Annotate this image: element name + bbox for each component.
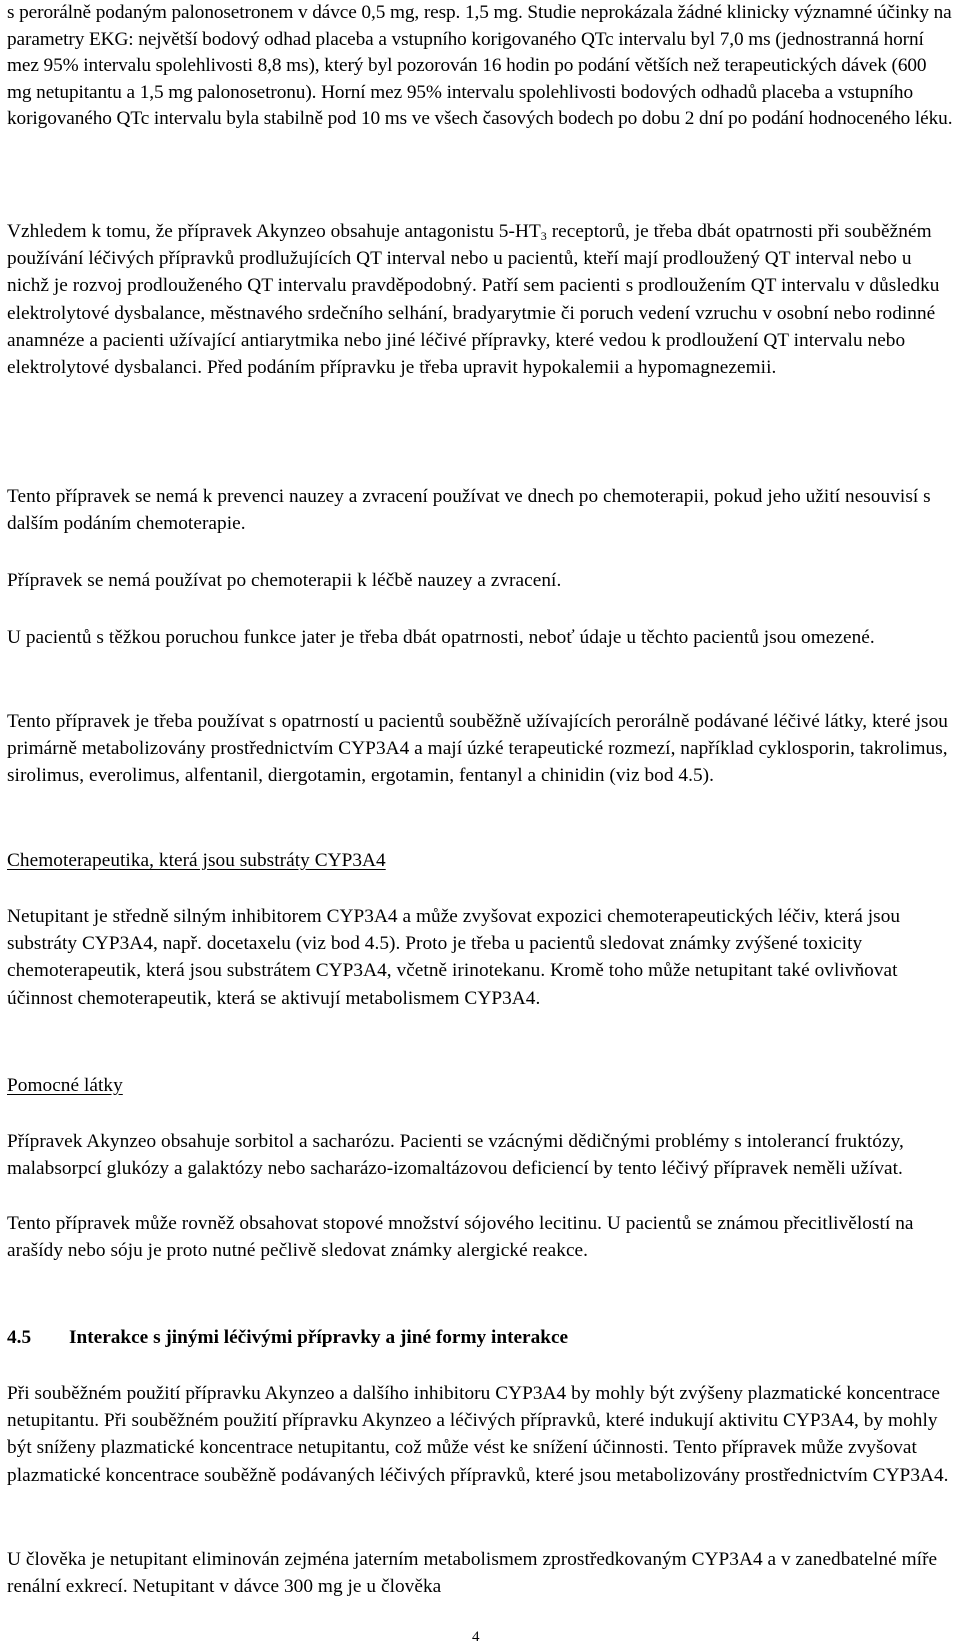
cyp3a4-caution-paragraph: Tento přípravek je třeba používat s opatrností u pacientů souběžně užívajících perorálně podávané léčivé látky, které jsou primárně metabolizovány prostřednictvím CYP3A4 a mají úzké terapeutické rozmezí, například cyklosporin, takrolimus, sirolimus, everolimus, alfentanil, diergotamin, ergotamin, fentanyl a chinidin (viz bod 4.5). <box>7 711 948 787</box>
section-number: 4.5 <box>7 1327 32 1348</box>
section-4-5-heading <box>7 1324 953 1351</box>
soy-lecithin-paragraph: Tento přípravek může rovněž obsahovat stopové množství sójového lecitinu. U pacientů se známou přecitlivělostí na arašídy nebo sóju je proto nutné pečlivě sledovat známky alergické reakce. <box>7 1213 914 1262</box>
netupitant-inhibitor-paragraph: Netupitant je středně silným inhibitorem CYP3A4 a může zvyšovat expozici chemoterapeutických léčiv, která jsou substráty CYP3A4, např. docetaxelu (viz bod 4.5). Proto je třeba u pacientů sledovat známky zvýšené toxicity chemoterapeutik, která jsou substrátem CYP3A4, včetně irinotekanu. Kromě toho může netupitant také ovlivňovat účinnost chemoterapeutik, která se aktivují metabolismem CYP3A4. <box>7 906 901 1009</box>
qt-interval-warning-paragraph <box>7 218 953 381</box>
ecg-study-paragraph: s perorálně podaným palonosetronem v dávce 0,5 mg, resp. 1,5 mg. Studie neprokázala žádné klinicky významné účinky na parametry EKG: největší bodový odhad placeba a vstupního korigovaného QTc intervalu byl 7,0 ms (jednostranná horní mez 95% intervalu spolehlivosti 8,8 ms), který byl pozorován 16 hodin po podání větších než terapeutických dávek (600 mg netupitantu a 1,5 mg palonosetronu). Horní mez 95% intervalu spolehlivosti bodových odhadů placeba a vstupního korigovaného QTc intervalu byla stabilně pod 10 ms ve všech časových bodech po dobu 2 dní po podání hodnoceného léku. <box>7 2 953 129</box>
qt-warning-text-start: Vzhledem k tomu, že přípravek Akynzeo obsahuje antagonistu 5-HT <box>7 221 541 242</box>
interaction-paragraph: Při souběžném použití přípravku Akynzeo a dalšího inhibitoru CYP3A4 by mohly být zvýšeny plazmatické koncentrace netupitantu. Při souběžném použití přípravku Akynzeo a léčivých přípravků, které indukují aktivitu CYP3A4, by mohly být sníženy plazmatické koncentrace netupitantu, což může vést ke snížení účinnosti. Tento přípravek může zvyšovat plazmatické koncentrace souběžně podávaných léčivých přípravků, které jsou metabolizovány prostřednictvím CYP3A4. <box>7 1383 949 1486</box>
chemo-substrates-heading: Chemoterapeutika, která jsou substráty CYP3A4 <box>7 850 386 871</box>
hepatic-impairment-paragraph: U pacientů s těžkou poruchou funkce jater je třeba dbát opatrnosti, neboť údaje u těchto pacientů jsou omezené. <box>7 627 875 648</box>
page-number: 4 <box>472 1629 480 1645</box>
excipients-heading: Pomocné látky <box>7 1075 123 1096</box>
excipients-sorbitol-paragraph: Přípravek Akynzeo obsahuje sorbitol a sacharózu. Pacienti se vzácnými dědičnými problémy s intolerancí fruktózy, malabsorpcí glukózy a galaktózy nebo sacharázo-izomaltázovou deficiencí by tento léčivý přípravek neměli užívat. <box>7 1131 904 1180</box>
section-title: Interakce s jinými léčivými přípravky a jiné formy interakce <box>69 1327 569 1348</box>
elimination-paragraph: U člověka je netupitant eliminován zejména jaterním metabolismem zprostředkovaným CYP3A4 a v zanedbatelné míře renální exkrecí. Netupitant v dávce 300 mg je u člověka <box>7 1549 938 1598</box>
qt-warning-text-end: receptorů, je třeba dbát opatrnosti při souběžném používání léčivých přípravků prodlužujících QT interval nebo u pacientů, kteří mají prodloužený QT interval nebo u nichž je rozvoj prodlouženého QT intervalu pravděpodobný. Patří sem pacienti s prodloužením QT intervalu v důsledku elektrolytové dysbalance, městnavého srdečního selhání, bradyarytmie či poruch vedení vzruchu v osobní nebo rodinné anamnéze a pacienti užívající antiarytmika nebo jiné léčivé přípravky, které vedou k prodloužení QT intervalu nebo elektrolytové dysbalanci. Před podáním přípravku je třeba upravit hypokalemii a hypomagnezemii. <box>7 221 940 379</box>
ht3-subscript: 3 <box>540 229 547 243</box>
prevention-paragraph: Tento přípravek se nemá k prevenci nauzey a zvracení používat ve dnech po chemoterapii, pokud jeho užití nesouvisí s dalším podáním chemoterapie. <box>7 486 931 535</box>
post-chemo-paragraph: Přípravek se nemá používat po chemoterapii k léčbě nauzey a zvracení. <box>7 570 562 591</box>
